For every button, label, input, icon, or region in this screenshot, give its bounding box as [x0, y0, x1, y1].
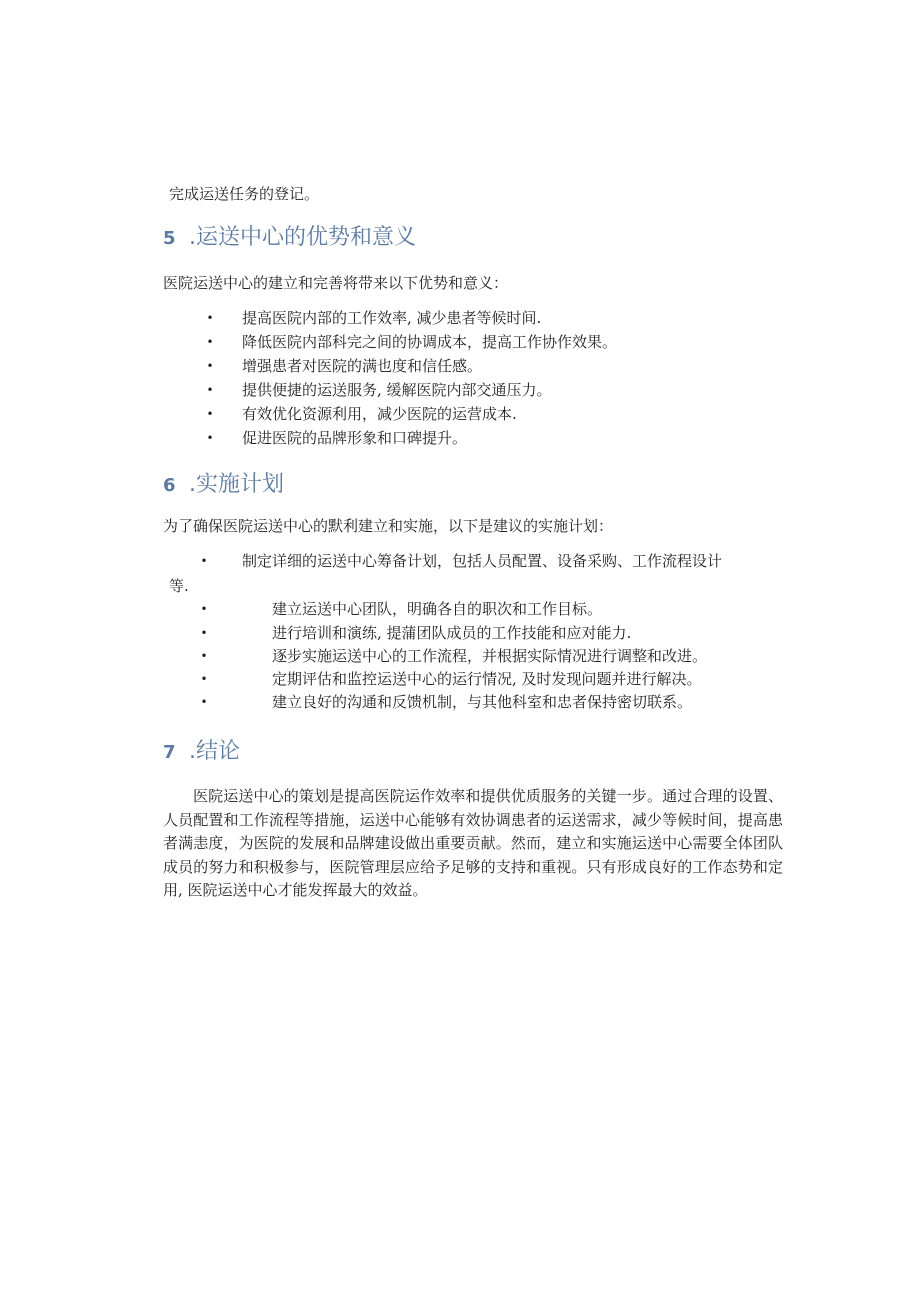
list-item — [204, 403, 764, 425]
bullet-icon: • — [200, 626, 208, 640]
bullet-icon: • — [206, 311, 214, 325]
section-6-number: 6 — [163, 475, 176, 496]
conclusion-paragraph: 医院运送中心的策划是提高医院运作效率和提供优质服务的关键一步。通过合理的设置、人员配置和工作流程等措施，运送中心能够有效协调患者的运送需求，减少等候时间，提高患者满恚度，为医院的发展和品牌建设做出重要贡献。然而，建立和实施运送中心需要全体团队成员的努力和积极参与，医院管理层应给予足够的支持和重视。只有形成良好的工作态势和定用, 医院运送中心才能发挥最大的效益。 — [163, 787, 783, 899]
bullet-icon: • — [200, 554, 208, 568]
list-item-text: 提供便捷的运送服务, 缓解医院内部交通压力。 — [242, 381, 552, 399]
section-5-title: .运送中心的优势和意义 — [189, 225, 416, 250]
list-item — [198, 691, 798, 713]
list-item-text: 提高医院内部的工作效率, 减少患者等候时间. — [242, 309, 542, 327]
section-6-heading — [163, 471, 284, 500]
continued-text: 完成运送任务的登记。 — [169, 185, 320, 203]
section-5-number: 5 — [163, 228, 176, 249]
list-item-text: 建立运送中心团队，明确各自的职次和工作目标。 — [272, 600, 603, 618]
section-6-title: .实施计划 — [189, 472, 284, 497]
list-item-text: 定期评估和监控运送中心的运行情况, 及时发现问题并进行解决。 — [272, 670, 702, 688]
list-item — [198, 550, 798, 572]
section-5-intro: 医院运送中心的建立和完善将带来以下优势和意义： — [163, 274, 509, 292]
list-item-text: 进行培训和演练, 提蒲团队成员的工作技能和应对能力. — [272, 624, 632, 642]
bullet-icon: • — [200, 649, 208, 663]
list-item-text: 增强患者对医院的满也度和信任感。 — [242, 357, 483, 375]
bullet-icon: • — [200, 602, 208, 616]
section-7-heading — [163, 738, 240, 767]
section-7-title: .结论 — [189, 739, 240, 764]
list-item-text: 建立良好的沟通和反馈机制，与其他科室和忠者保持密切联系。 — [272, 693, 693, 711]
list-item — [198, 622, 798, 644]
section-7-number: 7 — [163, 742, 176, 763]
list-item — [198, 598, 798, 620]
bullet-icon: • — [206, 359, 214, 373]
list-item-continuation: 等. — [169, 577, 189, 595]
list-item — [204, 379, 764, 401]
bullet-icon: • — [206, 383, 214, 397]
list-item — [204, 355, 764, 377]
bullet-icon: • — [206, 407, 214, 421]
section-5-heading — [163, 224, 416, 253]
bullet-icon: • — [200, 695, 208, 709]
section-6-intro: 为了确保医院运送中心的默利建立和实施，以下是建议的实施计划： — [163, 517, 614, 535]
list-item — [204, 427, 764, 449]
bullet-icon: • — [206, 431, 214, 445]
list-item-text: 降低医院内部科完之间的协调成本，提高工作协作效果。 — [242, 333, 618, 351]
list-item — [198, 668, 798, 690]
list-item — [204, 307, 764, 329]
list-item-text: 有效优化资源利用，减少医院的运营成本. — [242, 405, 517, 423]
list-item-text: 促进医院的品牌形象和口碑提升。 — [242, 429, 468, 447]
bullet-icon: • — [200, 672, 208, 686]
bullet-icon: • — [206, 335, 214, 349]
list-item-text: 逐步实施运送中心的工作流程，并根据实际情况进行调整和改进。 — [272, 647, 708, 665]
list-item — [204, 331, 764, 353]
list-item — [198, 645, 798, 667]
list-item-text: 制定详细的运送中心筹备计划，包括人员配置、设备采购、工作流程设计 — [242, 552, 723, 570]
